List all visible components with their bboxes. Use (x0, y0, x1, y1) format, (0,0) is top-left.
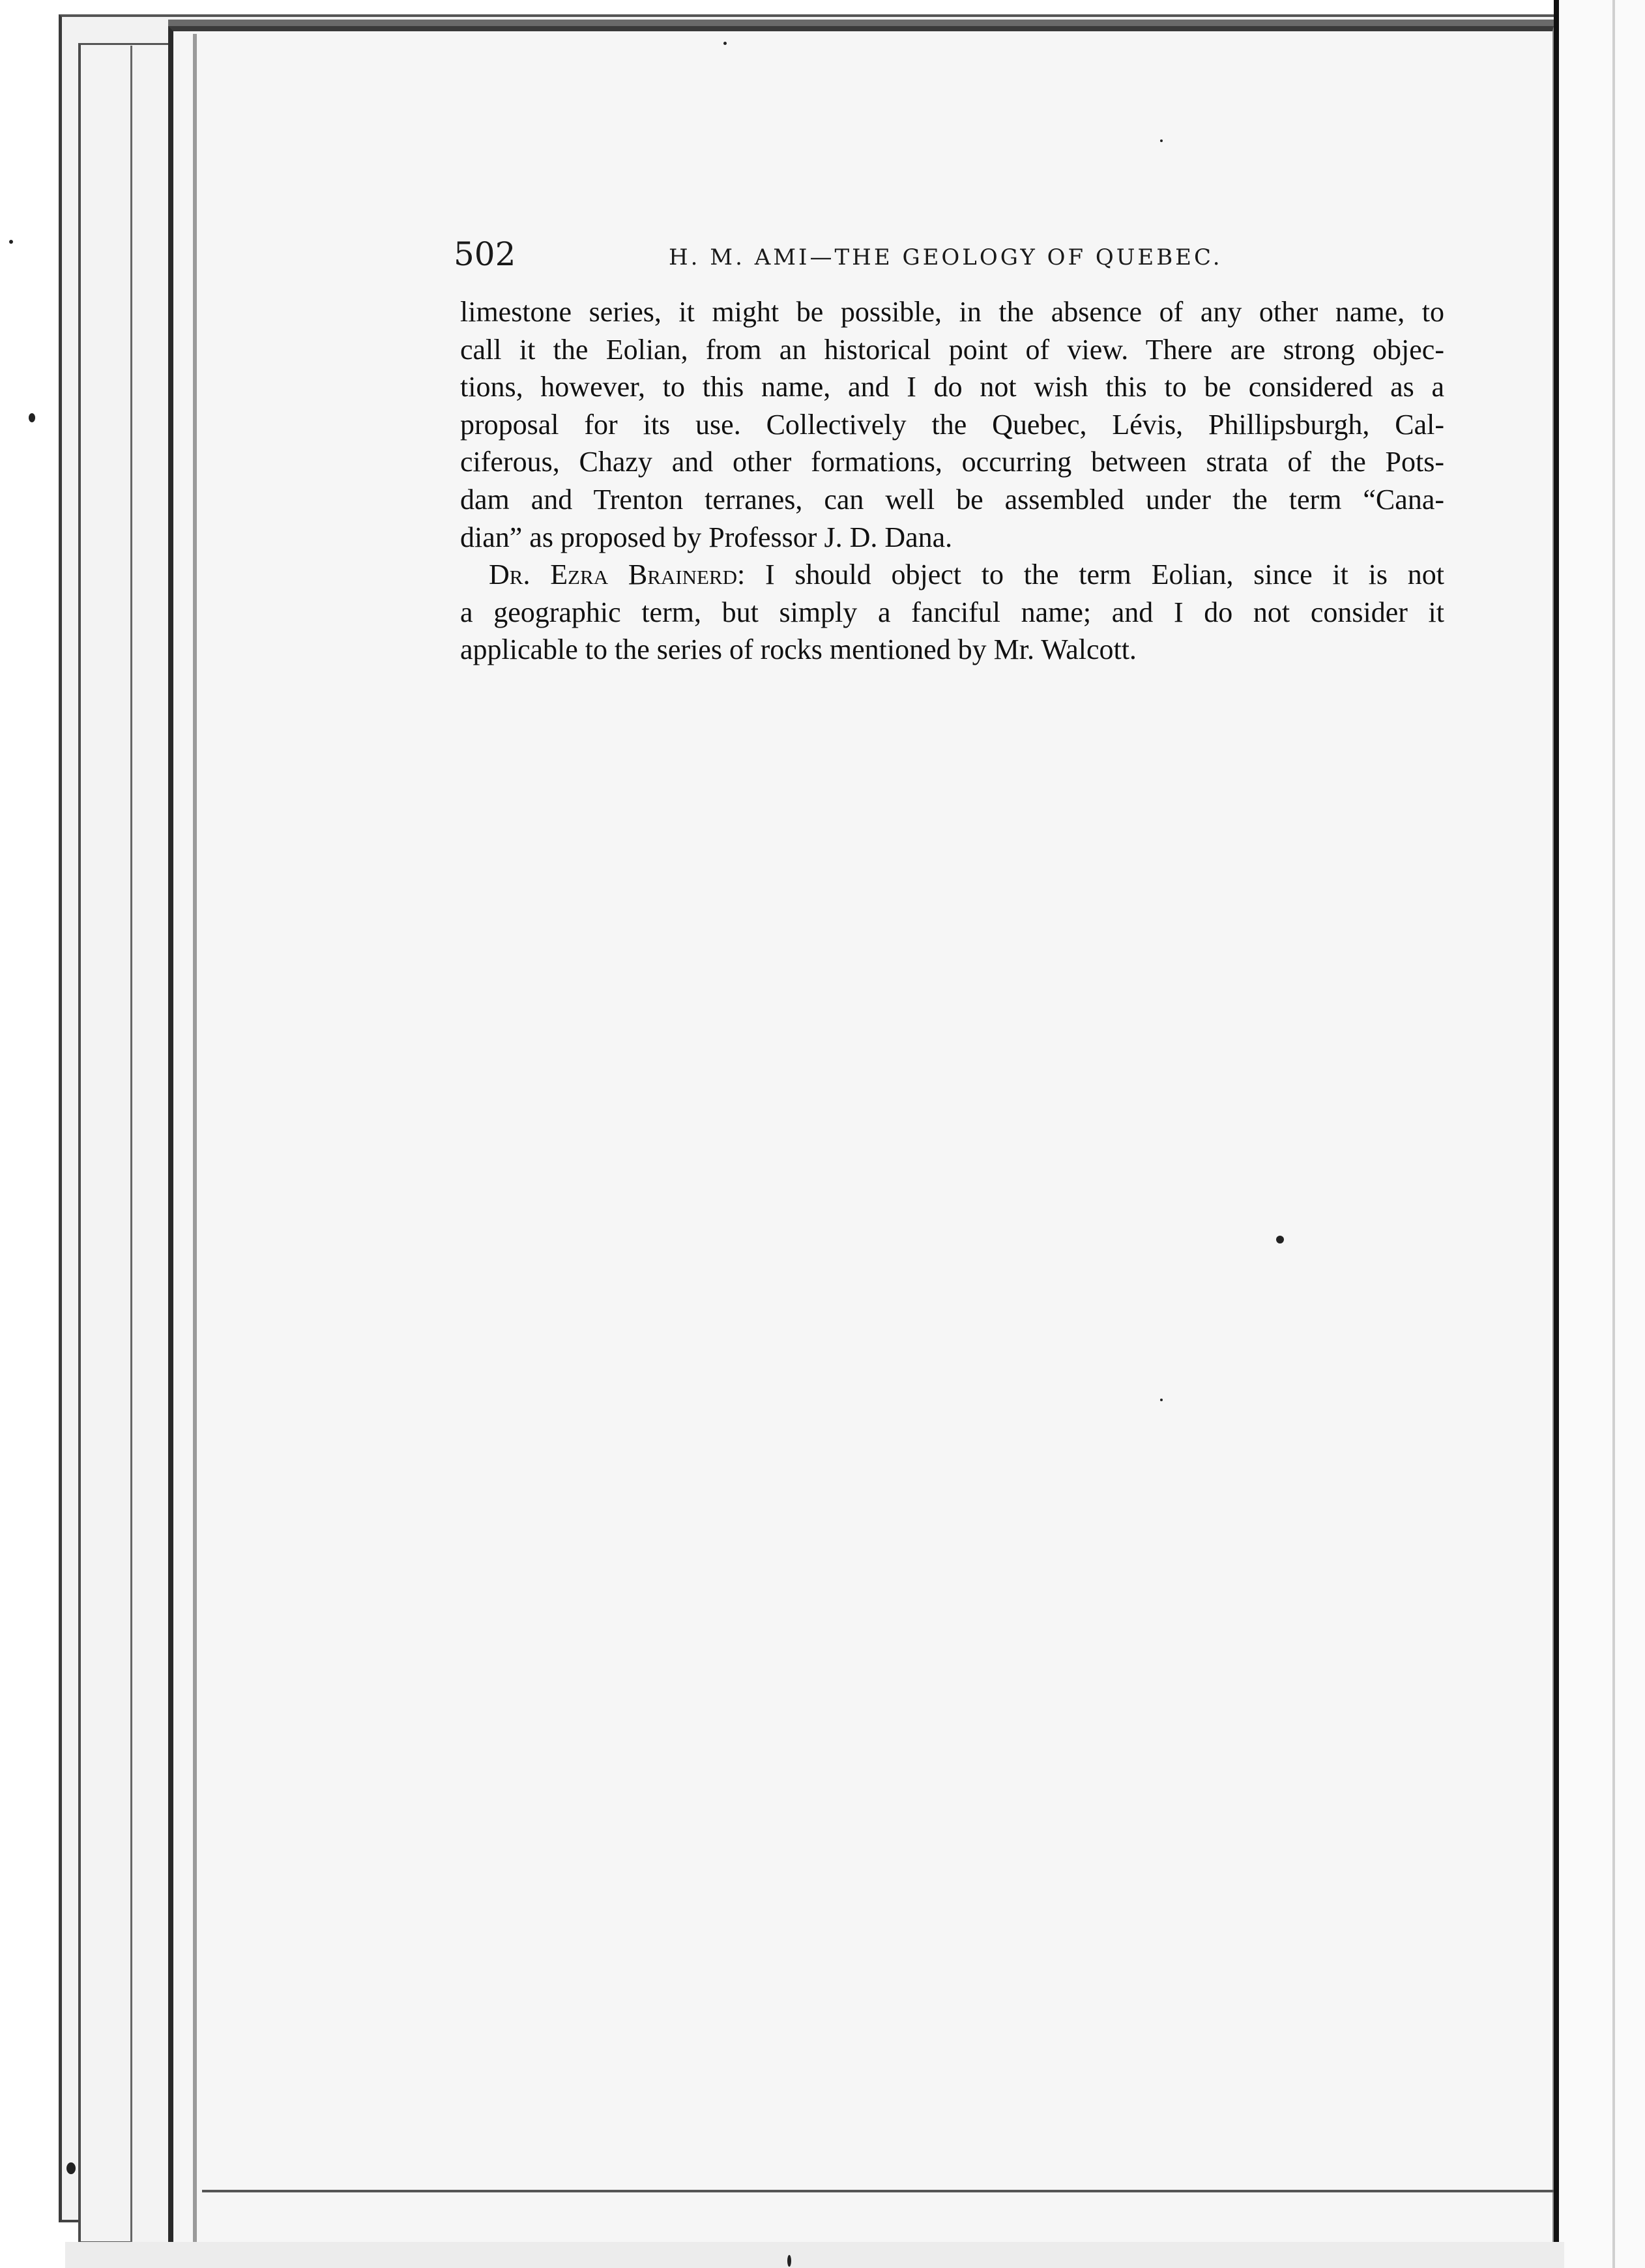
text-line: ciferous, Chazy and other formations, occurring between strata of the Pots- (460, 446, 1444, 478)
text-line: a geographic term, but simply a fanciful name; and I do not consider it (460, 596, 1444, 628)
paragraph-1 (460, 293, 1444, 556)
ink-speck (9, 240, 13, 244)
text-line: dian” as proposed by Professor J. D. Dana. (460, 521, 953, 553)
running-head (454, 235, 1440, 280)
speaker-name: Dr. Ezra Brainerd (489, 559, 737, 591)
ink-speck (1160, 139, 1163, 142)
ink-speck (29, 413, 35, 422)
text-line: tions, however, to this name, and I do not wish this to be considered as a (460, 371, 1444, 403)
paragraph-2 (460, 556, 1444, 669)
page-number: 502 (454, 235, 516, 273)
speaker-text: : I should object to the term Eolian, since it is not (736, 559, 1445, 591)
page-bottom-rule (202, 2190, 1571, 2192)
text-line: applicable to the series of rocks mentioned by Mr. Walcott. (460, 633, 1137, 666)
text-line: limestone series, it might be possible, in the absence of any other name, to (460, 296, 1444, 328)
bottom-margin (65, 2242, 1564, 2268)
ink-speck (787, 2255, 791, 2267)
ink-speck (723, 42, 727, 45)
ink-speck (1160, 1399, 1163, 1401)
ink-speck (1276, 1236, 1284, 1243)
text-line: call it the Eolian, from an historical point of view. There are strong objec- (460, 333, 1444, 366)
facing-page-rule (1612, 0, 1615, 2268)
text-line: proposal for its use. Collectively the Quebec, Lévis, Phillipsburgh, Cal- (460, 408, 1444, 441)
page-inner-rule (193, 34, 197, 2243)
facing-page-strip (1559, 0, 1645, 2268)
text-line (460, 556, 1444, 594)
running-head-title: H. M. AMI—THE GEOLOGY OF QUEBEC. (669, 244, 1223, 270)
page-right-edge (1554, 0, 1559, 2268)
body-text (460, 293, 1444, 669)
text-line: dam and Trenton terranes, can well be assembled under the term “Cana- (460, 483, 1444, 516)
ink-speck (66, 2162, 76, 2174)
